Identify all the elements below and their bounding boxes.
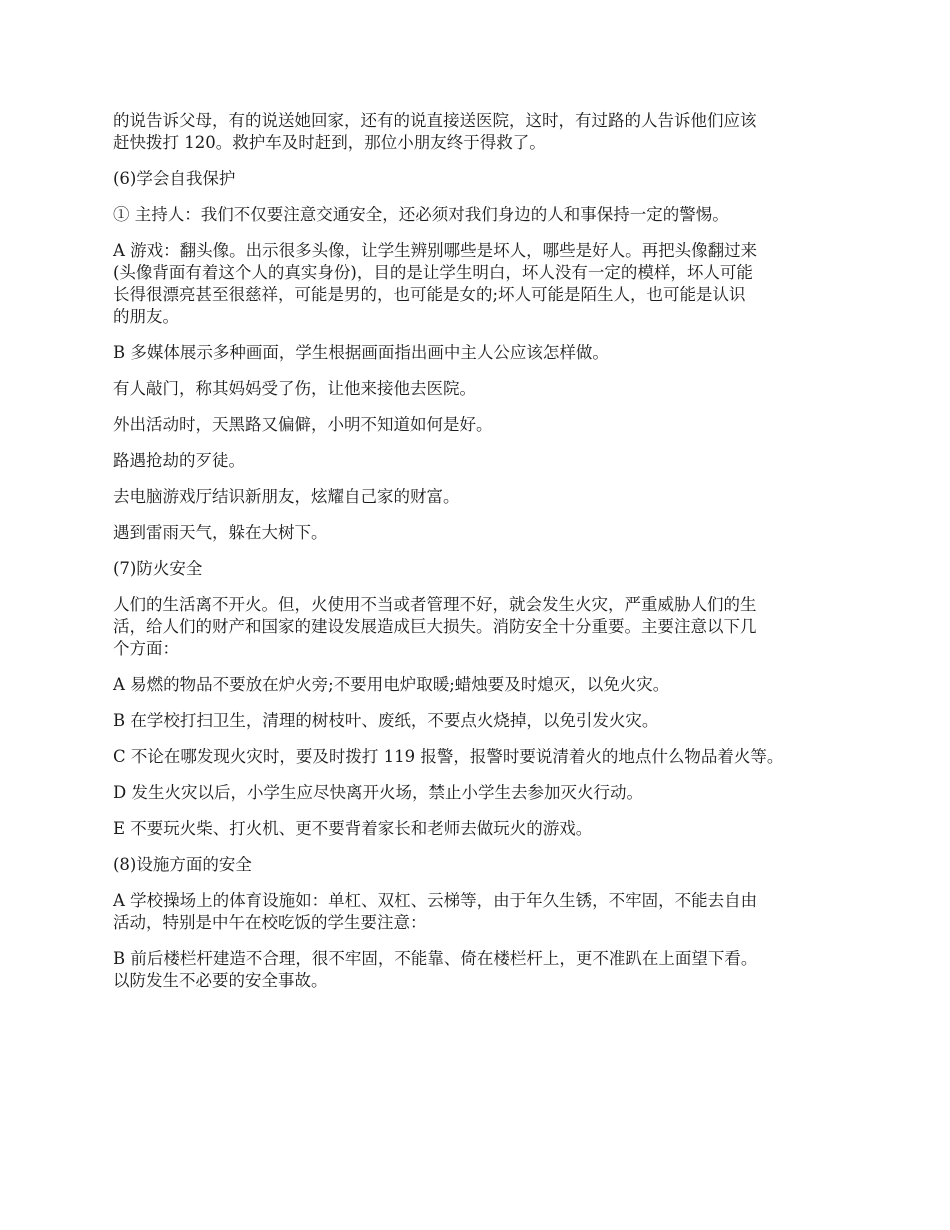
scenario-item: 路遇抢劫的歹徒。	[113, 451, 245, 470]
section-heading-facility-safety: (8)设施方面的安全	[113, 855, 252, 874]
paragraph-continuation: 的说告诉父母，有的说送她回家，还有的说直接送医院，这时，有过路的人告诉他们应该 赶快拨打 120。救护车及时赶到，那位小朋友终于得救了。	[113, 111, 757, 152]
paragraph-multimedia: B 多媒体展示多种画面，学生根据画面指出画中主人公应该怎样做。	[113, 343, 609, 362]
fire-rule-item: E 不要玩火柴、打火机、更不要背着家长和老师去做玩火的游戏。	[113, 819, 593, 838]
fire-rule-item: B 在学校打扫卫生，清理的树枝叶、废纸，不要点火烧掉，以免引发火灾。	[113, 711, 659, 730]
scenario-item: 遇到雷雨天气，躲在大树下。	[113, 523, 328, 542]
scenario-item: 外出活动时，天黑路又偏僻，小明不知道如何是好。	[113, 415, 493, 434]
fire-rule-item: C 不论在哪发现火灾时，要及时拨打 119 报警，报警时要说清着火的地点什么物品着火等。	[113, 747, 784, 766]
scenario-item: 有人敲门，称其妈妈受了伤，让他来接他去医院。	[113, 379, 476, 398]
paragraph-fire-intro: 人们的生活离不开火。但，火使用不当或者管理不好，就会发生火灾，严重威胁人们的生 活，给人们的财产和国家的建设发展造成巨大损失。消防安全十分重要。主要注意以下几 个方面：	[113, 595, 757, 658]
document-page	[113, 110, 848, 1006]
scenario-item: 去电脑游戏厅结识新朋友，炫耀自己家的财富。	[113, 487, 460, 506]
fire-rule-item: D 发生火灾以后，小学生应尽快离开火场，禁止小学生去参加灭火行动。	[113, 783, 643, 802]
facility-rule-item: B 前后楼栏杆建造不合理，很不牢固，不能靠、倚在楼栏杆上，更不准趴在上面望下看。 以防发生不必要的安全事故。	[113, 949, 758, 990]
paragraph-host-intro: ① 主持人：我们不仅要注意交通安全，还必须对我们身边的人和事保持一定的警惕。	[113, 205, 729, 224]
facility-rule-item: A 学校操场上的体育设施如：单杠、双杠、云梯等，由于年久生锈，不牢固，不能去自由 活动，特别是中午在校吃饭的学生要注意：	[113, 891, 758, 932]
paragraph-game-flip-avatar: A 游戏：翻头像。出示很多头像，让学生辨别哪些是坏人，哪些是好人。再把头像翻过来 (头像背面有着这个人的真实身份)，目的是让学生明白，坏人没有一定的模样，坏人可能 长得很漂亮甚至很慈祥，可能是男的，也可能是女的;坏人可能是陌生人，也可能是认识 的朋友。	[113, 241, 758, 326]
fire-rule-item: A 易燃的物品不要放在炉火旁;不要用电炉取暖;蜡烛要及时熄灭，以免火灾。	[113, 675, 670, 694]
section-heading-fire-safety: (7)防火安全	[113, 559, 203, 578]
section-heading-self-protection: (6)学会自我保护	[113, 169, 236, 188]
